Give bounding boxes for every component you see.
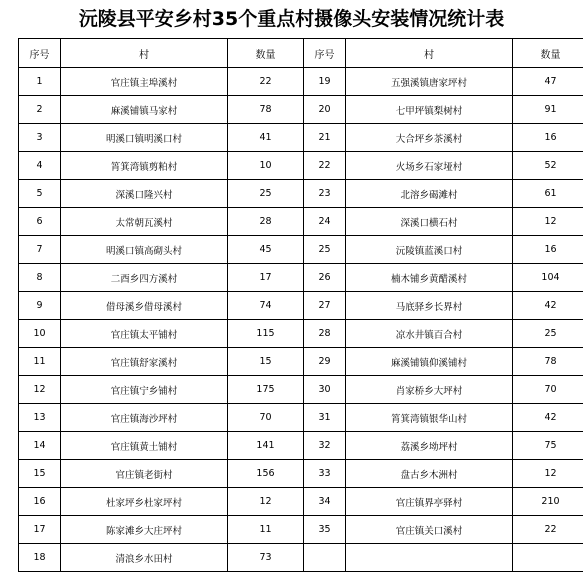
cell-village: 官庄镇宁乡铺村: [61, 376, 228, 404]
table-row: [19, 544, 583, 572]
cell-village: 官庄镇舒家溪村: [61, 348, 228, 376]
cell-quantity: 210: [513, 488, 583, 516]
cell-village: 肖家桥乡大坪村: [346, 376, 513, 404]
cell-quantity: 70: [228, 404, 304, 432]
cell-quantity: 12: [228, 488, 304, 516]
cell-quantity: 91: [513, 96, 583, 124]
cell-village: 借母溪乡借母溪村: [61, 292, 228, 320]
page-title: 沅陵县平安乡村35个重点村摄像头安装情况统计表: [78, 8, 505, 30]
cell-index: 11: [19, 348, 61, 376]
cell-index: 7: [19, 236, 61, 264]
cell-quantity: 156: [228, 460, 304, 488]
cell-index: 2: [19, 96, 61, 124]
cell-quantity: 22: [513, 516, 583, 544]
cell-village: 官庄镇主埠溪村: [61, 68, 228, 96]
cell-village: 麻溪铺镇仰溪铺村: [346, 348, 513, 376]
cell-quantity: 78: [228, 96, 304, 124]
table-row: [19, 516, 583, 544]
cell-quantity: 15: [228, 348, 304, 376]
cell-quantity: 41: [228, 124, 304, 152]
cell-quantity: 42: [513, 404, 583, 432]
table-row: [19, 68, 583, 96]
header-village: 村: [346, 39, 513, 68]
table-row: [19, 180, 583, 208]
cell-village: 大合坪乡茶溪村: [346, 124, 513, 152]
table-row: [19, 320, 583, 348]
table-row: [19, 376, 583, 404]
cell-index: 23: [304, 180, 346, 208]
cell-village: [346, 544, 513, 572]
cell-village: 明溪口镇明溪口村: [61, 124, 228, 152]
cell-index: 20: [304, 96, 346, 124]
cell-village: 盘古乡木洲村: [346, 460, 513, 488]
cell-quantity: 16: [513, 124, 583, 152]
cell-quantity: 12: [513, 460, 583, 488]
table-row: [19, 236, 583, 264]
cell-index: 31: [304, 404, 346, 432]
header-row: [19, 39, 583, 68]
cell-village: 沅陵镇蓝溪口村: [346, 236, 513, 264]
cell-index: 13: [19, 404, 61, 432]
cell-quantity: 78: [513, 348, 583, 376]
table-row: [19, 488, 583, 516]
cell-index: 28: [304, 320, 346, 348]
cell-index: 19: [304, 68, 346, 96]
cell-index: 1: [19, 68, 61, 96]
cell-quantity: 45: [228, 236, 304, 264]
cell-index: 27: [304, 292, 346, 320]
cell-index: 17: [19, 516, 61, 544]
cell-index: 3: [19, 124, 61, 152]
table-row: [19, 124, 583, 152]
cell-quantity: 104: [513, 264, 583, 292]
header-quantity: 数量: [228, 39, 304, 68]
cell-index: 9: [19, 292, 61, 320]
cell-quantity: 25: [228, 180, 304, 208]
cell-index: 12: [19, 376, 61, 404]
cell-index: 25: [304, 236, 346, 264]
cell-index: 21: [304, 124, 346, 152]
cell-index: 14: [19, 432, 61, 460]
cell-index: 33: [304, 460, 346, 488]
cell-village: 楠木铺乡黄醋溪村: [346, 264, 513, 292]
cell-village: 麻溪铺镇马家村: [61, 96, 228, 124]
cell-village: 官庄镇黄土铺村: [61, 432, 228, 460]
cell-quantity: 141: [228, 432, 304, 460]
cell-village: 官庄镇界亭驿村: [346, 488, 513, 516]
table-body: [19, 39, 583, 572]
cell-quantity: [513, 544, 583, 572]
cell-village: 北溶乡碣滩村: [346, 180, 513, 208]
cell-index: 32: [304, 432, 346, 460]
cell-index: 6: [19, 208, 61, 236]
cell-village: 官庄镇老街村: [61, 460, 228, 488]
table-row: [19, 152, 583, 180]
table-row: [19, 208, 583, 236]
table-row: [19, 96, 583, 124]
cell-village: 筲箕湾镇剪粕村: [61, 152, 228, 180]
cell-village: 太常朝瓦溪村: [61, 208, 228, 236]
cell-village: 七甲坪镇梨树村: [346, 96, 513, 124]
cell-quantity: 22: [228, 68, 304, 96]
cell-index: 10: [19, 320, 61, 348]
cell-village: 官庄镇海沙坪村: [61, 404, 228, 432]
cell-quantity: 42: [513, 292, 583, 320]
cell-quantity: 17: [228, 264, 304, 292]
cell-index: 16: [19, 488, 61, 516]
cell-quantity: 47: [513, 68, 583, 96]
cell-village: 荔溪乡坳坪村: [346, 432, 513, 460]
cell-quantity: 74: [228, 292, 304, 320]
header-index: 序号: [19, 39, 61, 68]
header-index: 序号: [304, 39, 346, 68]
header-village: 村: [61, 39, 228, 68]
cell-index: 18: [19, 544, 61, 572]
table-row: [19, 432, 583, 460]
cell-village: 筲箕湾镇银华山村: [346, 404, 513, 432]
cell-quantity: 11: [228, 516, 304, 544]
cell-village: 官庄镇太平铺村: [61, 320, 228, 348]
cell-index: [304, 544, 346, 572]
cell-quantity: 28: [228, 208, 304, 236]
cell-quantity: 52: [513, 152, 583, 180]
cell-village: 明溪口镇高砌头村: [61, 236, 228, 264]
cell-quantity: 12: [513, 208, 583, 236]
table-row: [19, 292, 583, 320]
cell-quantity: 70: [513, 376, 583, 404]
cell-quantity: 25: [513, 320, 583, 348]
cell-index: 30: [304, 376, 346, 404]
cell-index: 35: [304, 516, 346, 544]
cell-village: 深溪口隆兴村: [61, 180, 228, 208]
cell-village: 清浪乡水田村: [61, 544, 228, 572]
cell-village: 二酉乡四方溪村: [61, 264, 228, 292]
cell-quantity: 16: [513, 236, 583, 264]
cell-quantity: 10: [228, 152, 304, 180]
statistics-table: [18, 38, 583, 572]
cell-village: 官庄镇关口溪村: [346, 516, 513, 544]
cell-village: 五强溪镇唐家坪村: [346, 68, 513, 96]
cell-quantity: 75: [513, 432, 583, 460]
cell-index: 4: [19, 152, 61, 180]
cell-quantity: 175: [228, 376, 304, 404]
cell-village: 杜家坪乡杜家坪村: [61, 488, 228, 516]
cell-index: 8: [19, 264, 61, 292]
table-row: [19, 404, 583, 432]
cell-index: 24: [304, 208, 346, 236]
cell-village: 火场乡石家垭村: [346, 152, 513, 180]
cell-village: 陈家滩乡大庄坪村: [61, 516, 228, 544]
cell-index: 26: [304, 264, 346, 292]
cell-index: 5: [19, 180, 61, 208]
cell-quantity: 73: [228, 544, 304, 572]
cell-village: 凉水井镇百合村: [346, 320, 513, 348]
cell-index: 34: [304, 488, 346, 516]
cell-village: 深溪口横石村: [346, 208, 513, 236]
cell-quantity: 115: [228, 320, 304, 348]
table-row: [19, 460, 583, 488]
header-quantity: 数量: [513, 39, 583, 68]
table-row: [19, 348, 583, 376]
cell-village: 马底驿乡长界村: [346, 292, 513, 320]
cell-index: 29: [304, 348, 346, 376]
cell-index: 15: [19, 460, 61, 488]
cell-quantity: 61: [513, 180, 583, 208]
table-row: [19, 264, 583, 292]
cell-index: 22: [304, 152, 346, 180]
